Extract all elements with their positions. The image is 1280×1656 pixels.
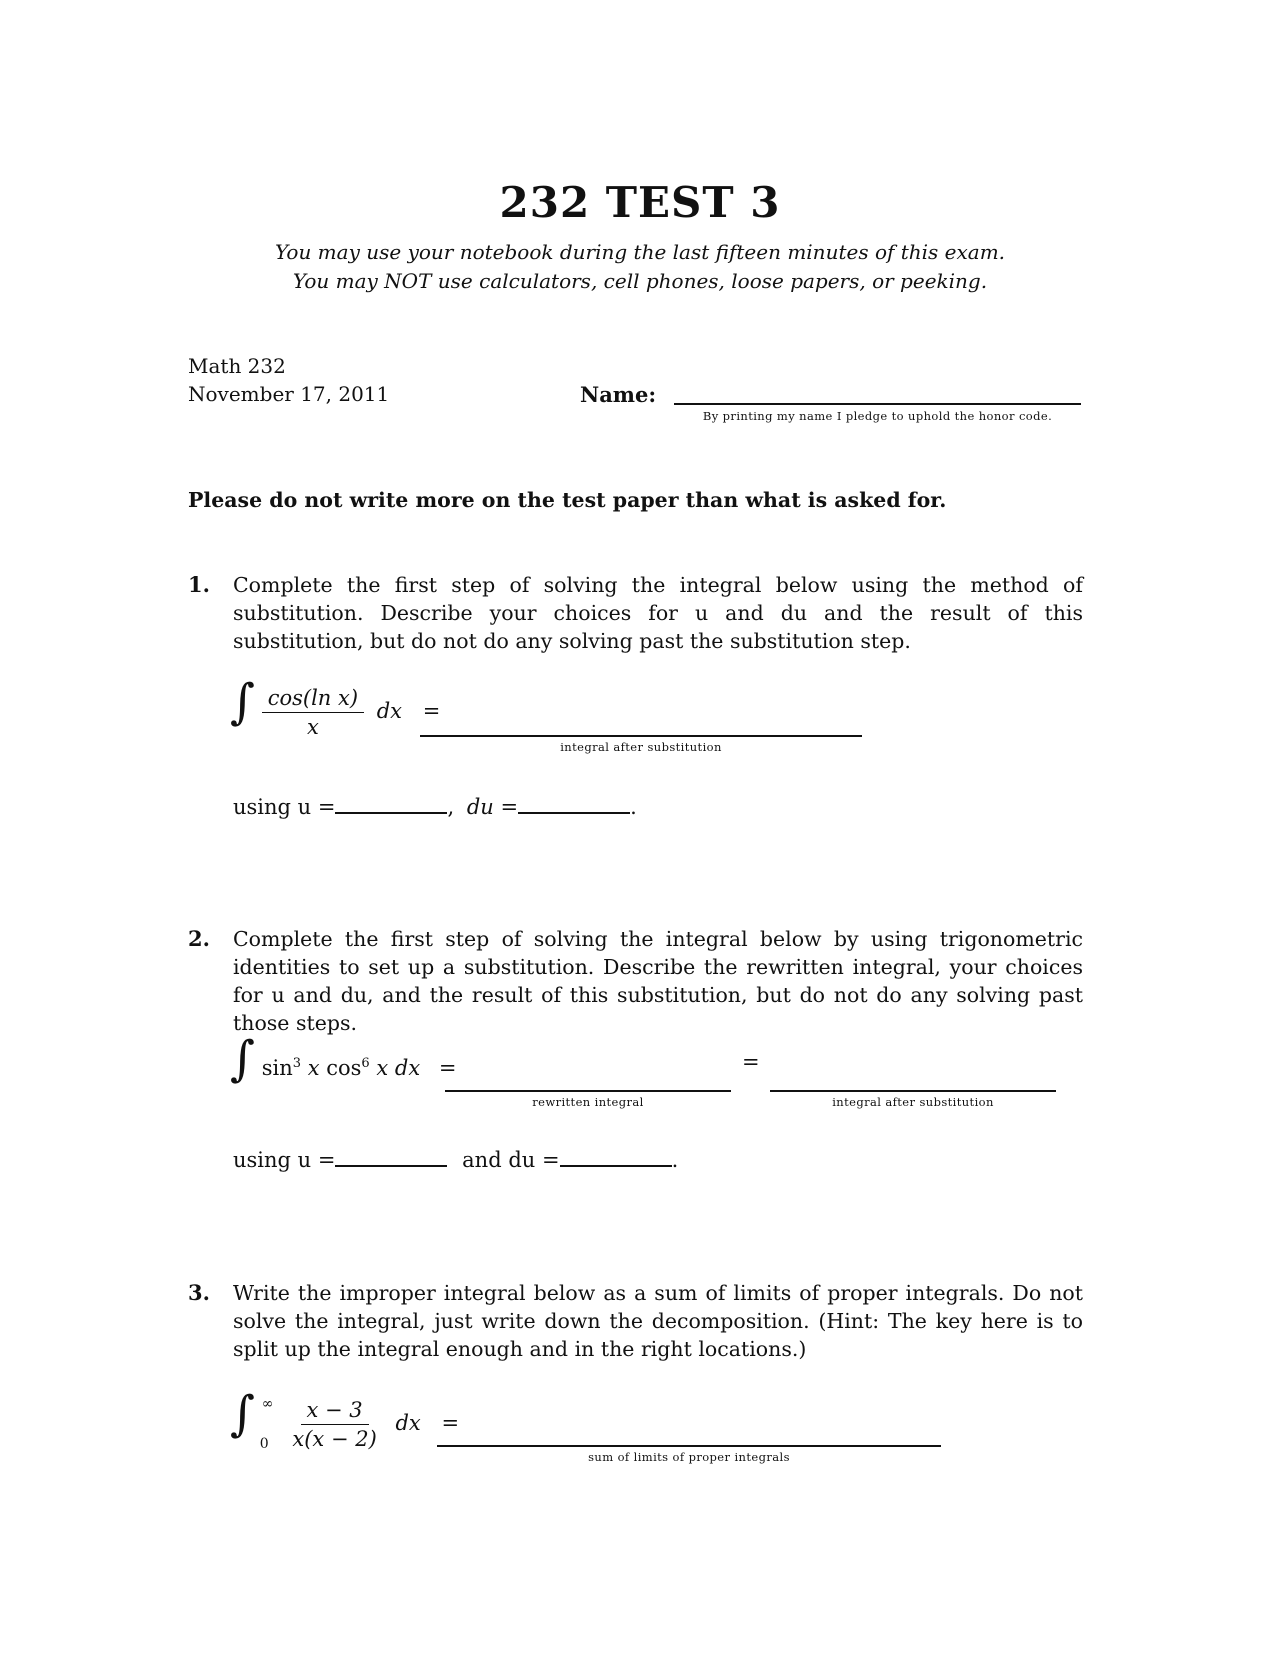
integrand-denominator: x: [306, 715, 319, 739]
and-du-label: and du =: [462, 1148, 560, 1172]
question-3-number: 3.: [188, 1280, 210, 1305]
question-1-integral: [230, 674, 441, 739]
q2-rewritten-caption: rewritten integral: [532, 1095, 644, 1109]
q3-answer-blank[interactable]: [437, 1445, 941, 1447]
integral-sign: ∫: [230, 1031, 256, 1087]
q1-u-blank[interactable]: [335, 794, 447, 814]
equals-sign: =: [438, 1056, 457, 1080]
question-2-number: 2.: [188, 926, 210, 951]
differential: dx: [394, 1056, 421, 1080]
course-label: Math 232: [188, 354, 286, 378]
question-3-text: Write the improper integral below as a sum of limits of proper integrals. Do not solve the integral, just write down the decomposition. (Hint: The key here is to split up the integral enough and in the right locations.): [233, 1281, 1083, 1361]
question-3-integral: [230, 1386, 460, 1452]
equals-sign: =: [422, 699, 441, 723]
using-u-label: using u =: [233, 1148, 336, 1172]
integrand-denominator: x(x − 2): [292, 1427, 377, 1451]
equals-sign-2: =: [742, 1050, 760, 1074]
exam-title: 232 TEST 3: [499, 178, 781, 227]
integrand-numerator: x − 3: [301, 1398, 369, 1425]
q2-using-line: using u = and du = .: [233, 1148, 679, 1172]
q2-rewritten-blank[interactable]: [445, 1090, 731, 1092]
notice: Please do not write more on the test paper than what is asked for.: [188, 488, 947, 512]
question-2-integral: ∫ $\sin^3 x$ $\cos^6 x$ dx =: [230, 1031, 457, 1087]
q1-answer-blank[interactable]: [420, 735, 862, 737]
exam-date: November 17, 2011: [188, 382, 390, 406]
q1-answer-caption: integral after substitution: [560, 740, 722, 754]
differential: dx: [395, 1411, 421, 1435]
honor-code-text: By printing my name I pledge to uphold the honor code.: [702, 409, 1053, 423]
instruction-line-1: You may use your notebook during the last fifteen minutes of this exam.: [274, 240, 1006, 264]
name-field[interactable]: [674, 403, 1081, 405]
differential: dx: [376, 699, 403, 723]
q3-answer-caption: sum of limits of proper integrals: [588, 1450, 790, 1464]
question-1-text: Complete the first step of solving the integral below using the method of substitution. Describe your choices for u and du and the result of this substitution, but do not do any solving past the substitution step.: [233, 573, 1083, 653]
q2-u-blank[interactable]: [335, 1147, 447, 1167]
question-1-number: 1.: [188, 572, 210, 597]
upper-limit: ∞: [261, 1395, 274, 1412]
integral-sign: ∫: [230, 674, 256, 730]
using-u-label: using u =: [233, 795, 336, 819]
q1-du-blank[interactable]: [518, 794, 630, 814]
q1-using-line: using u = , du = .: [233, 795, 637, 819]
name-label: Name:: [580, 382, 657, 407]
q2-du-blank[interactable]: [560, 1147, 672, 1167]
question-2-text: Complete the first step of solving the integral below by using trigonometric identities to set up a substitution. Describe the rewritten integral, your choices for u and du, and the result of this substitution, but do not do any solving past those steps.: [233, 927, 1083, 1035]
lower-limit: 0: [259, 1435, 269, 1452]
integral-sign: ∫: [230, 1386, 256, 1442]
equals-sign: =: [441, 1411, 460, 1435]
du-label: du =: [466, 795, 519, 819]
q2-substitution-blank[interactable]: [770, 1090, 1056, 1092]
instruction-line-2: You may NOT use calculators, cell phones, loose papers, or peeking.: [292, 269, 988, 293]
integrand-numerator: cos(ln x): [262, 686, 364, 713]
q2-substitution-caption: integral after substitution: [832, 1095, 994, 1109]
